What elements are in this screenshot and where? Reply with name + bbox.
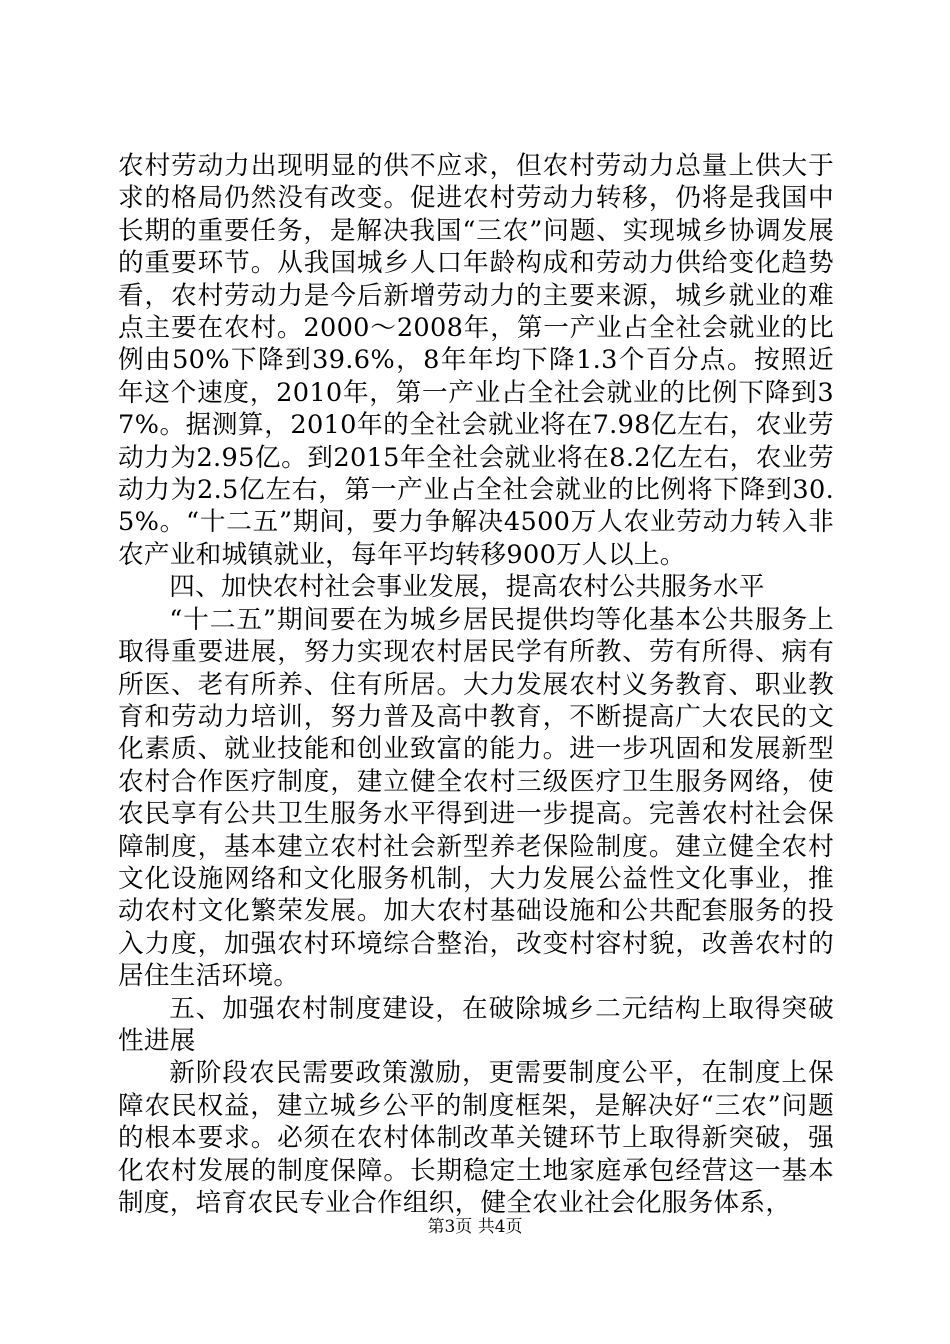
page-number-footer: 第3页 共4页 xyxy=(427,1217,523,1237)
section-heading-five: 五、加强农村制度建设，在破除城乡二元结构上取得突破性进展 xyxy=(118,993,834,1056)
paragraph-labor-transfer: 农村劳动力出现明显的供不应求，但农村劳动力总量上供大于求的格局仍然没有改变。促进农村劳动力转移，仍将是我国中长期的重要任务，是解决我国“三农”问题、实现城乡协调发展的重要环节。从我国城乡人口年龄构成和劳动力供给变化趋势看，农村劳动力是今后新增劳动力的主要来源，城乡就业的难点主要在农村。2000～2008年，第一产业占全社会就业的比例由50%下降到39.6%，8年年均下降1.3个百分点。按照近年这个速度，2010年，第一产业占全社会就业的比例下降到37%。据测算，2010年的全社会就业将在7.98亿左右，农业劳动力为2.95亿。到2015年全社会就业将在8.2亿左右，农业劳动力为2.5亿左右，第一产业占全社会就业的比例将下降到30.5%。“十二五”期间，要力争解决4500万人农业劳动力转入非农产业和城镇就业，每年平均转移900万人以上。 xyxy=(118,151,834,570)
paragraph-public-services: “十二五”期间要在为城乡居民提供均等化基本公共服务上取得重要进展，努力实现农村居民学有所教、劳有所得、病有所医、老有所养、住有所居。大力发展农村义务教育、职业教育和劳动力培训，努力普及高中教育，不断提高广大农民的文化素质、就业技能和创业致富的能力。进一步巩固和发展新型农村合作医疗制度，建立健全农村三级医疗卫生服务网络，使农民享有公共卫生服务水平得到进一步提高。完善农村社会保障制度，基本建立农村社会新型养老保险制度。建立健全农村文化设施网络和文化服务机制，大力发展公益性文化事业，推动农村文化繁荣发展。加大农村基础设施和公共配套服务的投入力度，加强农村环境综合整治，改变村容村貌，改善农村的居住生活环境。 xyxy=(118,604,834,992)
document-body xyxy=(118,150,834,1219)
paragraph-institution-building: 新阶段农民需要政策激励，更需要制度公平，在制度上保障农民权益，建立城乡公平的制度框架，是解决好“三农”问题的根本要求。必须在农村体制改革关键环节上取得新突破，强化农村发展的制度保障。长期稳定土地家庭承包经营这一基本制度，培育农民专业合作组织，健全农业社会化服务体系， xyxy=(118,1058,834,1218)
section-heading-four: 四、加快农村社会事业发展，提高农村公共服务水平 xyxy=(169,572,765,603)
